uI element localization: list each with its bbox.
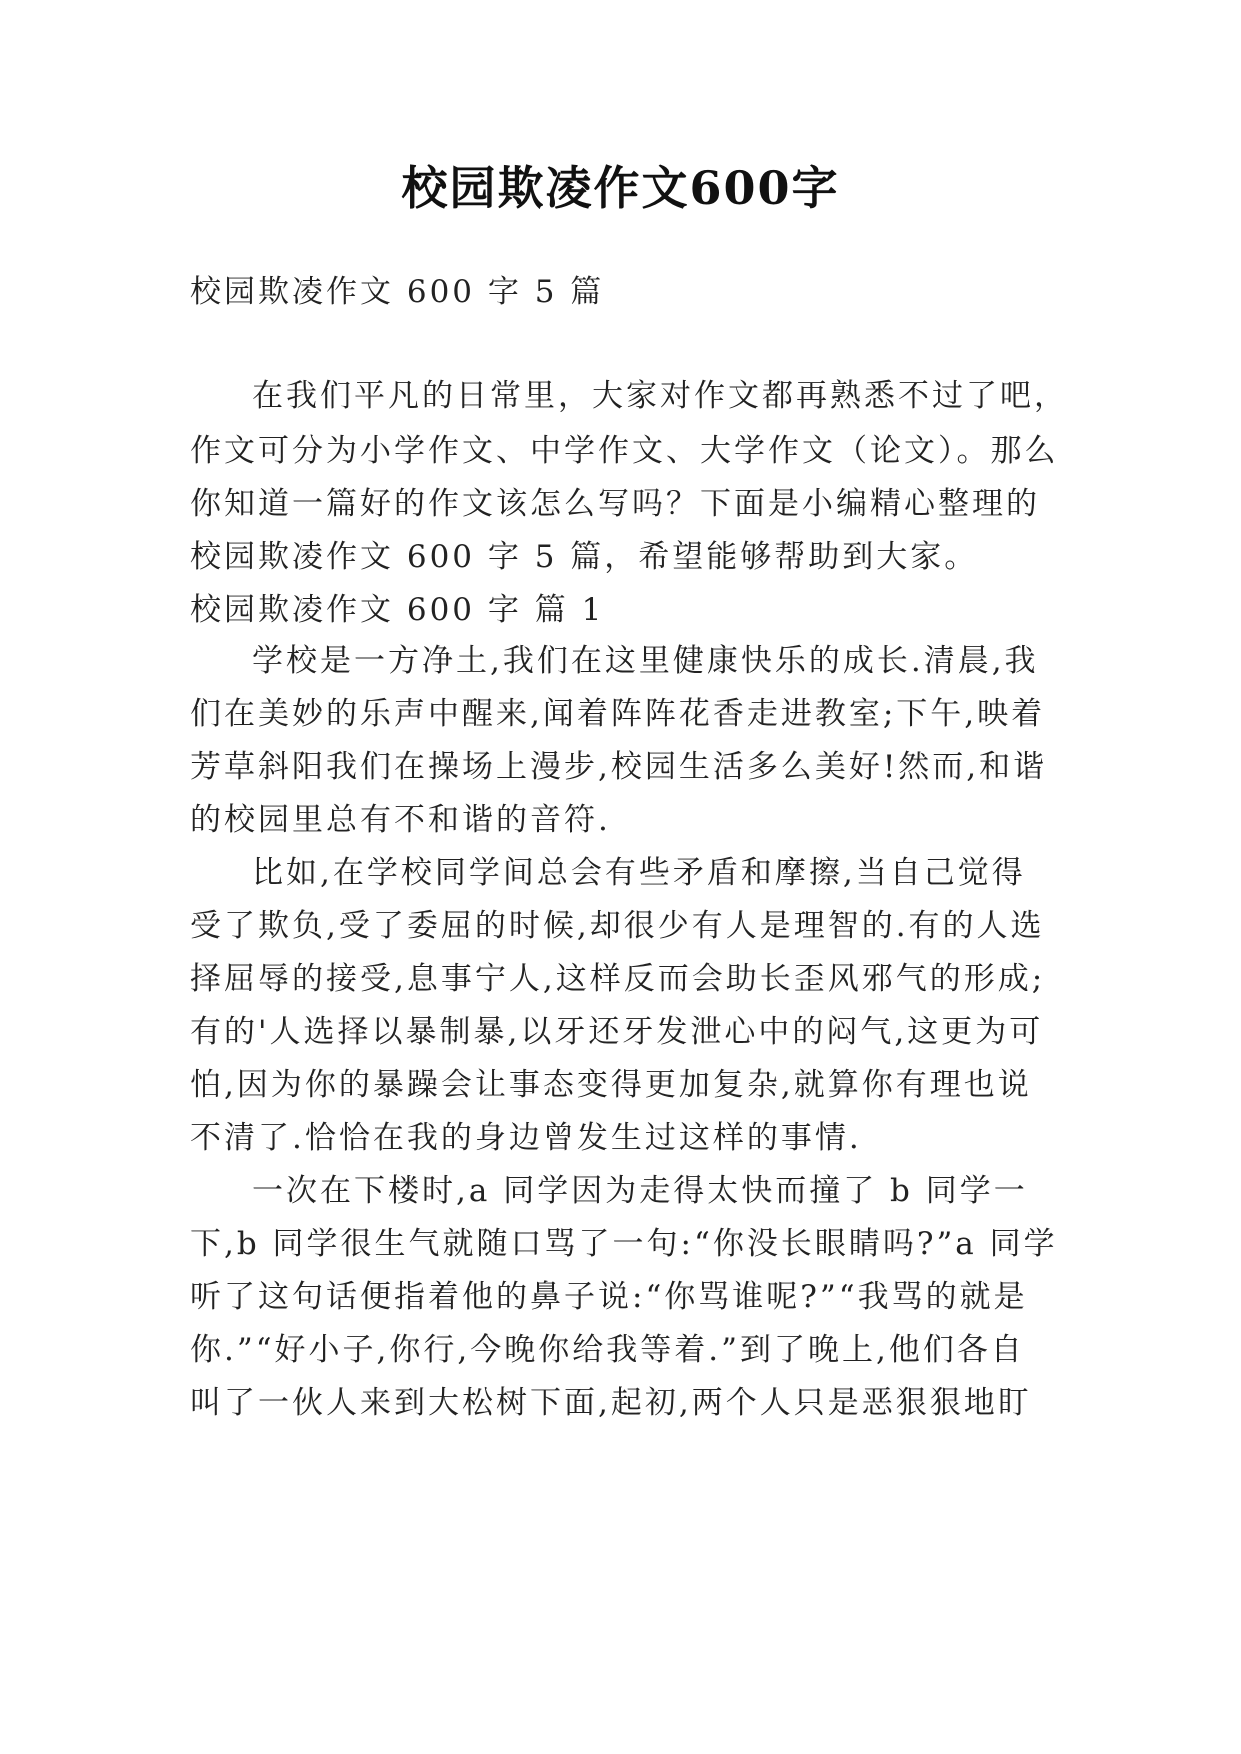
- para2-line-4: 有的'人选择以暴制暴,以牙还牙发泄心中的闷气,这更为可: [190, 1014, 1044, 1050]
- para3-line-5: 叫了一伙人来到大松树下面,起初,两个人只是恶狠狠地盯: [190, 1385, 1032, 1421]
- para2-line-1: 比如,在学校同学间总会有些矛盾和摩擦,当自己觉得: [252, 855, 1026, 891]
- para3-line-4: 你.”“好小子,你行,今晚你给我等着.”到了晚上,他们各自: [190, 1332, 1025, 1368]
- intro-line-3: 你知道一篇好的作文该怎么写吗？下面是小编精心整理的: [190, 486, 1040, 522]
- para3-line-2: 下,b 同学很生气就随口骂了一句:“你没长眼睛吗?”a 同学: [190, 1226, 1058, 1262]
- para1-line-2: 们在美妙的乐声中醒来,闻着阵阵花香走进教室;下午,映着: [190, 696, 1046, 732]
- document-subtitle: 校园欺凌作文 600 字 5 篇: [190, 274, 605, 310]
- para2-line-2: 受了欺负,受了委屈的时候,却很少有人是理智的.有的人选: [190, 908, 1045, 944]
- para3-line-1: 一次在下楼时,a 同学因为走得太快而撞了 b 同学一: [252, 1173, 1028, 1209]
- intro-line-2: 作文可分为小学作文、中学作文、大学作文（论文）。那么: [190, 433, 1059, 469]
- section-heading: 校园欺凌作文 600 字 篇 1: [190, 592, 605, 628]
- para1-line-1: 学校是一方净土,我们在这里健康快乐的成长.清晨,我: [252, 643, 1039, 679]
- intro-line-1: 在我们平凡的日常里，大家对作文都再熟悉不过了吧，: [252, 378, 1068, 414]
- para1-line-4: 的校园里总有不和谐的音符.: [190, 802, 611, 838]
- para2-line-5: 怕,因为你的暴躁会让事态变得更加复杂,就算你有理也说: [190, 1067, 1032, 1103]
- intro-line-4: 校园欺凌作文 600 字 5 篇，希望能够帮助到大家。: [190, 539, 979, 575]
- para3-line-3: 听了这句话便指着他的鼻子说:“你骂谁呢?”“我骂的就是: [190, 1279, 1028, 1315]
- para1-line-3: 芳草斜阳我们在操场上漫步,校园生活多么美好!然而,和谐: [190, 749, 1048, 785]
- document-title: 校园欺凌作文600字: [401, 161, 840, 215]
- para2-line-3: 择屈辱的接受,息事宁人,这样反而会助长歪风邪气的形成;: [190, 961, 1046, 997]
- para2-line-6: 不清了.恰恰在我的身边曾发生过这样的事情.: [190, 1120, 862, 1156]
